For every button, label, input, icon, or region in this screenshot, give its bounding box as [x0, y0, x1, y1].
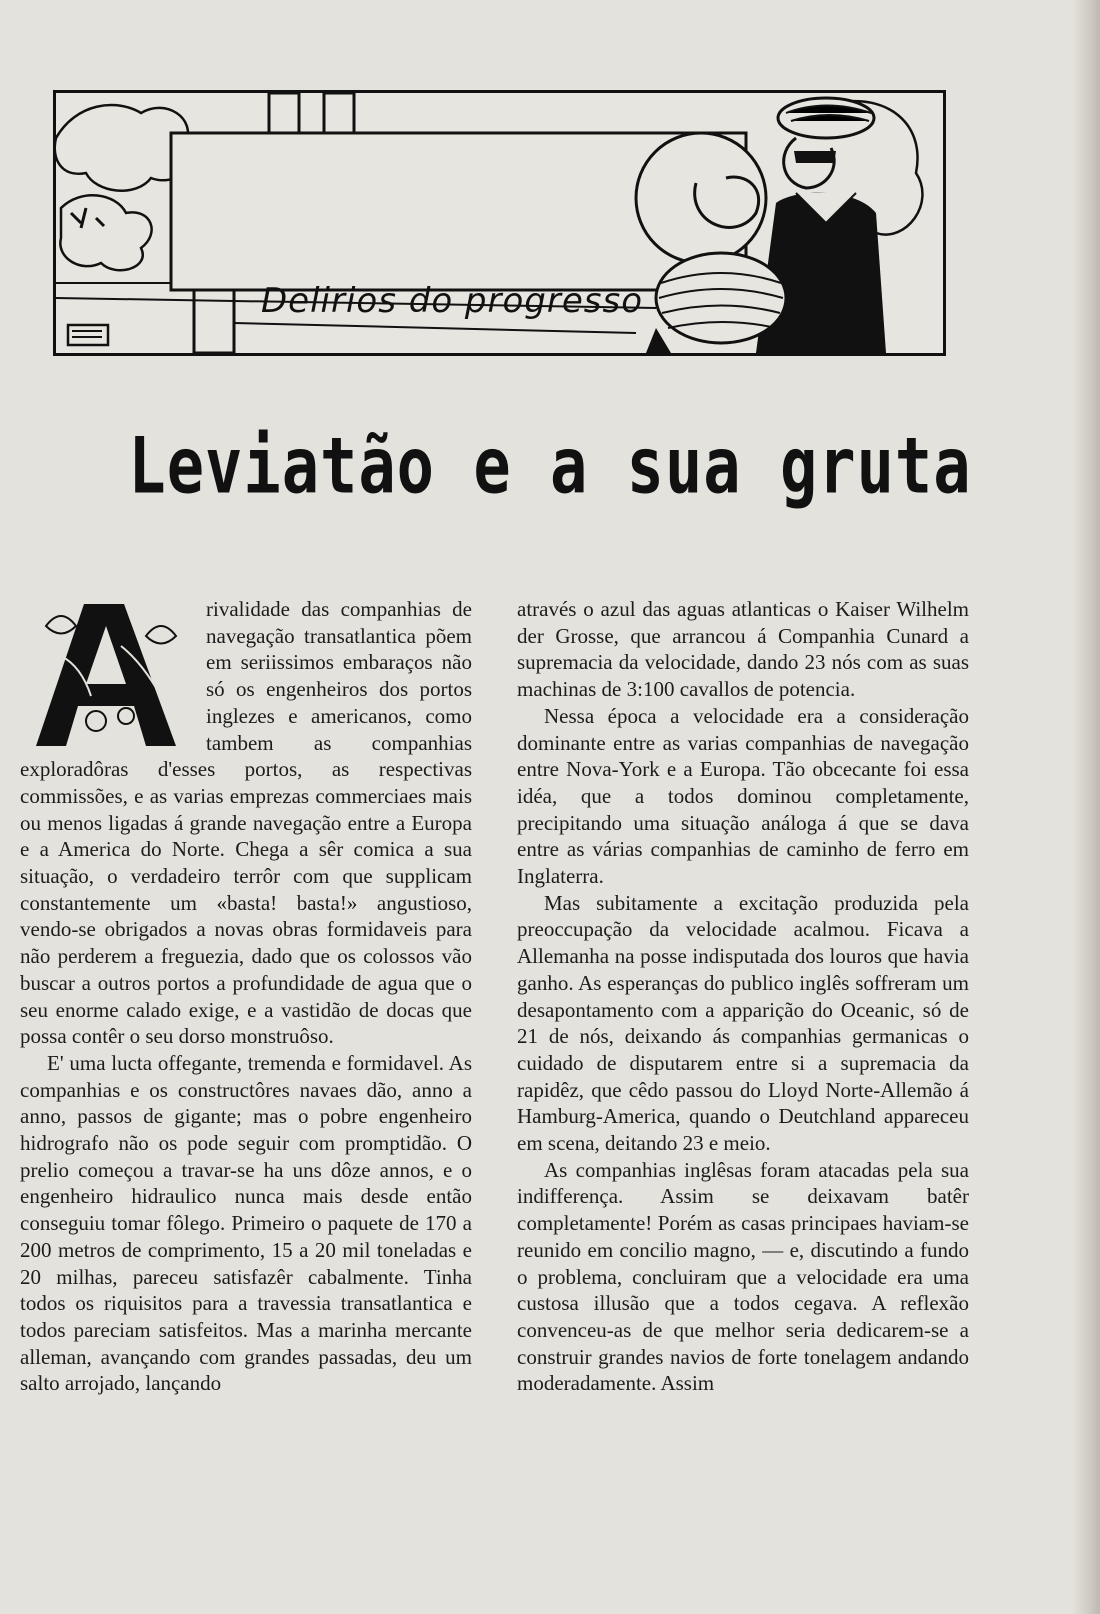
paragraph: rivalidade das companhias de navegação transatlantica põem em seriissimos embaraços não só os engenheiros dos portos inglezes e americanos, como tambem as companhias exploradôras d'esses portos, as respectivas commissões, e as varias emprezas commerciaes mais ou menos ligadas á grande navegação entre a Europa e a America do Norte. Chega a sêr comica a sua situação, o verdadeiro terrôr com que supplicam constantemente um «basta! basta!» angustioso, vendo-se obrigados a novas obras formidaveis para não perderem a freguezia, dado que os colossos vão buscar a outros portos a profundidade de agua que o seu enorme calado exige, e a vastidão de docas que possa contêr o seu dorso monstruôso. — [20, 597, 472, 1049]
paragraph: Mas subitamente a excitação produzida pela preoccupação da velocidade acalmou. Ficava a Allemanha na posse indisputada dos louros que havia ganho. As esperanças do publico inglês soffreram um desapontamento com a apparição do Oceanic, só de 21 de nós, deixando ás companhias germanicas o cuidado de disputarem entre si a supremacia da rapidêz, que cêdo passou do Lloyd Norte-Allemão á Hamburg-America, quando o Deutchland appareceu em scena, deitando 23 e meio. — [517, 890, 969, 1156]
paragraph: Nessa época a velocidade era a consideração dominante entre as varias companhias de navegação entre Nova-York e a Europa. Tão obcecante foi essa idéa, que a todos dominou completamente, precipitando uma situação análoga á que se dava entre as várias companhias de caminho de ferro em Inglaterra. — [517, 703, 969, 889]
article-title: Leviatão e a sua gruta — [128, 420, 972, 512]
drop-cap-illustration — [26, 596, 184, 746]
paragraph: através o azul das aguas atlanticas o Kaiser Wilhelm der Grosse, que arrancou á Companhia Cunard a supremacia da velocidade, dando 23 nós com as suas machinas de 3:100 cavallos de potencia. — [517, 597, 969, 702]
paragraph: As companhias inglêsas foram atacadas pela sua indifferença. Assim se deixavam batêr completamente! Porém as casas principaes haviam-se reunido em concilio magno, — e, discutindo a fundo o problema, concluiram que a velocidade era uma custosa illusão que a todos cegava. A reflexão convenceu-as de que melhor seria dedicarem-se a construir grandes navios de forte tonelagem andando moderadamente. Assim — [517, 1157, 969, 1396]
paragraph: E' uma lucta offegante, tremenda e formidavel. As companhias e os constructôres navaes dão, anno a anno, passos de gigante; mas o pobre engenheiro hidrografo não os pode seguir com promptidão. O prelio começou a travar-se ha uns dôze annos, e o engenheiro hidraulico nunca mais desde então conseguiu tomar fôlego. Primeiro o paquete de 170 a 200 metros de comprimento, 15 a 20 mil toneladas e 20 milhas, pareceu satisfazêr cabalmente. Tinha todos os riquisitos para a travessia transatlantica e todos pareciam satisfeitos. Mas a marinha mercante alleman, avançando com grandes passadas, deu um salto arrojado, lançando — [20, 1050, 472, 1396]
header-illustration — [53, 90, 946, 356]
section-title: Delirios do progresso — [261, 281, 644, 321]
article-column-left — [20, 596, 472, 1397]
article-column-right — [517, 596, 969, 1397]
page-edge — [1072, 0, 1100, 1614]
